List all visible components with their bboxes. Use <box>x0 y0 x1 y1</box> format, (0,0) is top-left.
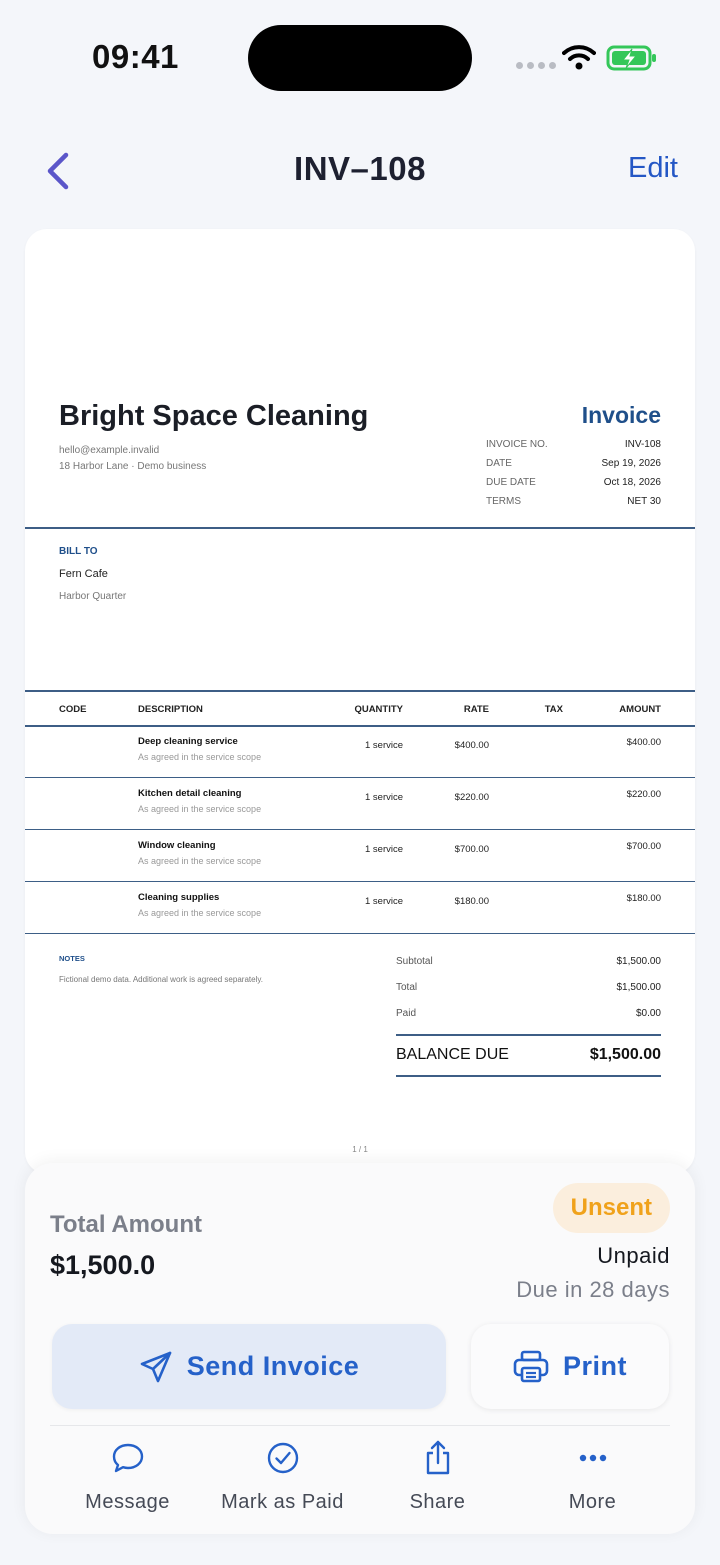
share-label: Share <box>409 1491 466 1513</box>
balance-bottom-rule <box>396 1075 661 1077</box>
meta-value: INV-108 <box>624 439 661 450</box>
column-quantity: QUANTITY <box>354 704 403 715</box>
document-title: Invoice <box>581 402 661 428</box>
page-indicator: 1 / 1 <box>352 1145 368 1154</box>
invoice-meta <box>486 439 661 515</box>
item-quantity: 1 service <box>364 792 403 803</box>
total-row <box>396 982 661 993</box>
item-rate: $220.00 <box>454 792 489 803</box>
item-subtitle: As agreed in the service scope <box>138 908 262 918</box>
item-rate: $700.00 <box>454 844 489 855</box>
meta-label: INVOICE NO. <box>486 439 548 450</box>
item-amount: $220.00 <box>626 789 661 800</box>
balance-top-rule <box>396 1034 661 1036</box>
due-countdown: Due in 28 days <box>516 1277 670 1302</box>
table-row <box>25 726 695 778</box>
item-description: Kitchen detail cleaning <box>138 788 242 799</box>
status-bar <box>0 0 720 115</box>
edit-button[interactable]: Edit <box>628 152 678 184</box>
item-quantity: 1 service <box>364 740 403 751</box>
meta-value: Oct 18, 2026 <box>603 477 661 488</box>
bill-to-label: BILL TO <box>59 546 98 557</box>
subtotal-row <box>396 956 661 967</box>
item-amount: $700.00 <box>626 841 661 852</box>
total-amount-label: Total Amount <box>50 1211 202 1238</box>
company-address: 18 Harbor Lane · Demo business <box>59 461 207 472</box>
navigation-bar <box>0 130 720 210</box>
item-description: Window cleaning <box>138 840 216 851</box>
more-icon <box>578 1453 608 1463</box>
balance-due-row <box>396 1046 661 1064</box>
total-row-value: $0.00 <box>635 1008 661 1019</box>
meta-row <box>486 477 661 496</box>
printer-icon <box>513 1350 549 1384</box>
item-rate: $400.00 <box>454 740 489 751</box>
cellular-signal-icon <box>516 62 556 69</box>
item-subtitle: As agreed in the service scope <box>138 752 262 762</box>
meta-row <box>486 458 661 477</box>
message-label: Message <box>85 1491 170 1513</box>
notes-text: Fictional demo data. Additional work is agreed separately. <box>59 975 263 984</box>
balance-due-label: BALANCE DUE <box>396 1046 509 1063</box>
item-subtitle: As agreed in the service scope <box>138 804 262 814</box>
total-row-value: $1,500.00 <box>616 956 661 967</box>
divider <box>25 527 695 529</box>
status-badge: Unsent <box>553 1183 670 1233</box>
table-top-rule <box>25 690 695 692</box>
bill-to-name: Fern Cafe <box>59 568 108 580</box>
invoice-action-sheet <box>25 1163 695 1534</box>
column-rate: RATE <box>463 704 489 715</box>
item-description: Cleaning supplies <box>138 892 220 903</box>
table-row <box>25 778 695 830</box>
print-label: Print <box>562 1351 627 1381</box>
notes-label: NOTES <box>59 954 85 963</box>
item-quantity: 1 service <box>364 844 403 855</box>
dynamic-island <box>248 25 472 91</box>
print-button[interactable] <box>471 1324 669 1409</box>
mark-as-paid-action[interactable] <box>205 1435 360 1525</box>
mark-as-paid-label: Mark as Paid <box>221 1491 344 1513</box>
column-code: CODE <box>59 704 87 715</box>
balance-due-value: $1,500.00 <box>589 1046 661 1063</box>
bill-to-area: Harbor Quarter <box>59 591 127 602</box>
send-icon <box>139 1350 173 1384</box>
item-rate: $180.00 <box>454 896 489 907</box>
item-subtitle: As agreed in the service scope <box>138 856 262 866</box>
total-row-value: $1,500.00 <box>616 982 661 993</box>
column-amount: AMOUNT <box>619 704 661 715</box>
share-icon <box>423 1440 453 1476</box>
page-title: INV–108 <box>294 150 426 187</box>
company-email: hello@example.invalid <box>59 445 160 456</box>
table-row <box>25 882 695 934</box>
check-circle-icon <box>266 1441 300 1475</box>
meta-label: DUE DATE <box>486 477 536 488</box>
more-action[interactable] <box>515 1435 670 1525</box>
more-label: More <box>568 1491 617 1513</box>
meta-label: DATE <box>486 458 512 469</box>
total-row-label: Subtotal <box>396 956 433 967</box>
battery-charging-icon <box>606 45 658 71</box>
payment-status: Unpaid <box>597 1243 670 1268</box>
item-amount: $180.00 <box>626 893 661 904</box>
invoice-preview <box>25 229 695 1174</box>
column-tax: TAX <box>544 704 563 715</box>
share-action[interactable] <box>360 1435 515 1525</box>
meta-label: TERMS <box>486 496 521 507</box>
status-time: 09:41 <box>92 38 179 75</box>
meta-row <box>486 496 661 515</box>
column-description: DESCRIPTION <box>138 704 203 715</box>
item-quantity: 1 service <box>364 896 403 907</box>
meta-value: Sep 19, 2026 <box>601 458 661 469</box>
item-description: Deep cleaning service <box>138 736 238 747</box>
item-amount: $400.00 <box>626 737 661 748</box>
total-amount-value: $1,500.0 <box>50 1250 156 1280</box>
message-action[interactable] <box>50 1435 205 1525</box>
company-name: Bright Space Cleaning <box>59 400 369 432</box>
meta-row <box>486 439 661 458</box>
total-row-label: Paid <box>396 1008 417 1019</box>
wifi-icon <box>562 44 596 70</box>
message-icon <box>111 1441 145 1475</box>
send-invoice-label: Send Invoice <box>186 1351 360 1381</box>
meta-value: NET 30 <box>627 496 661 507</box>
table-row <box>25 830 695 882</box>
divider <box>50 1425 670 1426</box>
send-invoice-button[interactable] <box>52 1324 446 1409</box>
paid-row <box>396 1008 661 1019</box>
total-row-label: Total <box>396 982 418 993</box>
